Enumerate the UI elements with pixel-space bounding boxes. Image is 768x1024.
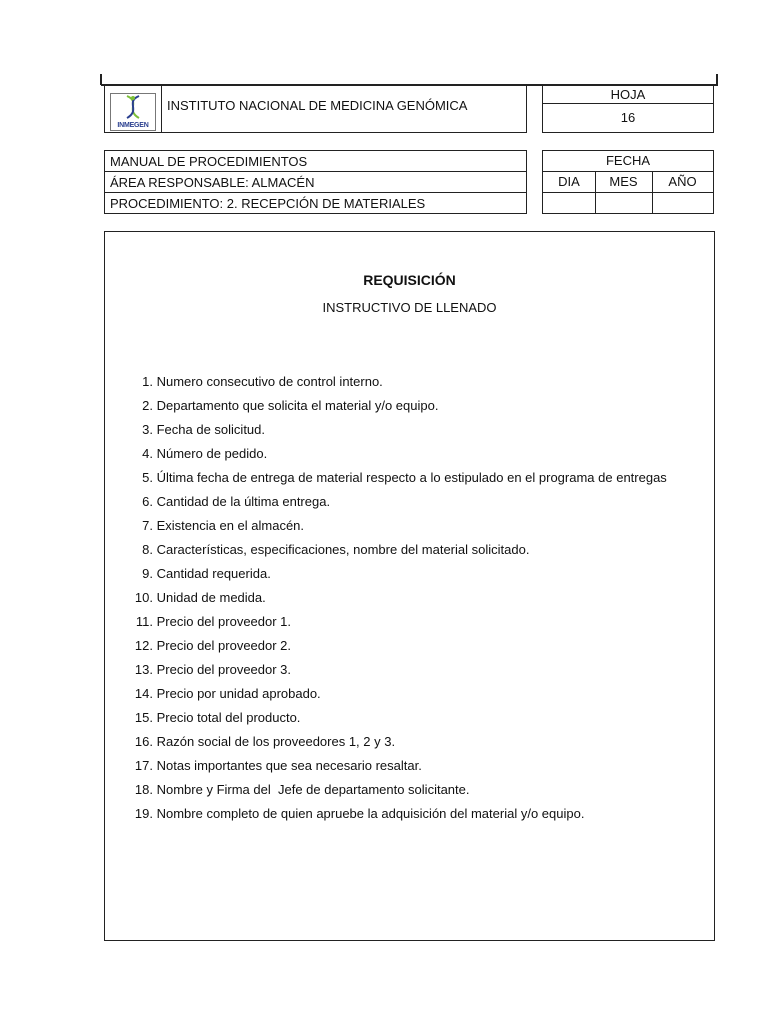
instruction-text: Notas importantes que sea necesario resaltar.	[153, 758, 422, 773]
sheet-number: 16	[620, 110, 636, 125]
instruction-item	[105, 492, 667, 516]
date-day-header: DIA	[543, 171, 596, 193]
instruction-text: Características, especificaciones, nombre del material solicitado.	[153, 542, 530, 557]
instruction-number: 7.	[142, 518, 153, 533]
manual-info-box	[104, 150, 527, 214]
instruction-item	[105, 780, 667, 804]
inmegen-logo	[110, 93, 156, 131]
date-month-header: MES	[595, 171, 653, 193]
instruction-text: Existencia en el almacén.	[153, 518, 305, 533]
instruction-text: Precio del proveedor 2.	[153, 638, 292, 653]
instruction-number: 14.	[134, 686, 153, 701]
date-year-header: AÑO	[652, 171, 713, 193]
instruction-number: 8.	[142, 542, 153, 557]
instruction-number: 17.	[134, 758, 153, 773]
instructions-box	[104, 231, 715, 941]
instruction-number: 6.	[142, 494, 153, 509]
instruction-text: Razón social de los proveedores 1, 2 y 3.	[153, 734, 396, 749]
instruction-text: Cantidad requerida.	[153, 566, 271, 581]
sheet-box	[542, 85, 714, 133]
instruction-item	[105, 756, 667, 780]
manual-title: MANUAL DE PROCEDIMIENTOS	[105, 151, 526, 172]
date-month-value	[595, 192, 653, 213]
responsible-area: ÁREA RESPONSABLE: ALMACÉN	[105, 172, 526, 193]
instruction-text: Precio total del producto.	[153, 710, 301, 725]
instruction-text: Fecha de solicitud.	[153, 422, 266, 437]
instructions-list	[105, 372, 667, 828]
instruction-item	[105, 444, 667, 468]
instruction-text: Departamento que solicita el material y/o equipo.	[153, 398, 439, 413]
instruction-number: 13.	[134, 662, 153, 677]
instruction-number: 16.	[134, 734, 153, 749]
instruction-item	[105, 564, 667, 588]
dna-helix-icon	[111, 94, 155, 120]
document-title: REQUISICIÓN	[363, 272, 456, 288]
instruction-text: Número de pedido.	[153, 446, 268, 461]
instruction-number: 4.	[142, 446, 153, 461]
instruction-item	[105, 420, 667, 444]
instruction-item	[105, 612, 667, 636]
instruction-text: Precio del proveedor 1.	[153, 614, 292, 629]
instruction-text: Última fecha de entrega de material respecto a lo estipulado en el programa de entregas	[153, 470, 667, 485]
instruction-item	[105, 636, 667, 660]
instruction-item	[105, 804, 667, 828]
instruction-number: 3.	[142, 422, 153, 437]
instruction-text: Unidad de medida.	[153, 590, 266, 605]
date-box	[542, 150, 714, 214]
instruction-item	[105, 732, 667, 756]
date-day-value	[543, 192, 596, 213]
instruction-item	[105, 468, 667, 492]
instruction-item	[105, 516, 667, 540]
instruction-text: Cantidad de la última entrega.	[153, 494, 331, 509]
procedure-name: PROCEDIMIENTO: 2. RECEPCIÓN DE MATERIALES	[110, 196, 426, 211]
instruction-number: 15.	[134, 710, 153, 725]
instruction-item	[105, 588, 667, 612]
instruction-number: 19.	[134, 806, 153, 821]
logo-cell	[105, 86, 162, 132]
instruction-number: 12.	[134, 638, 153, 653]
institution-name: INSTITUTO NACIONAL DE MEDICINA GENÓMICA	[167, 98, 468, 113]
logo-text: INMEGEN	[117, 122, 149, 129]
instruction-number: 10.	[134, 590, 153, 605]
instruction-text: Nombre y Firma del Jefe de departamento solicitante.	[153, 782, 470, 797]
top-border-tick-left	[100, 74, 102, 85]
instruction-item	[105, 684, 667, 708]
instruction-number: 9.	[142, 566, 153, 581]
top-border-tick-right	[716, 74, 718, 85]
instruction-text: Precio del proveedor 3.	[153, 662, 292, 677]
instruction-item	[105, 396, 667, 420]
instruction-item	[105, 372, 667, 396]
instruction-number: 5.	[142, 470, 153, 485]
instruction-number: 1.	[142, 374, 153, 389]
instruction-number: 2.	[142, 398, 153, 413]
sheet-label: HOJA	[543, 86, 713, 104]
instruction-item	[105, 660, 667, 684]
date-year-value	[652, 192, 713, 213]
instruction-item	[105, 540, 667, 564]
institution-header	[104, 85, 527, 133]
instruction-item	[105, 708, 667, 732]
instruction-number: 18.	[134, 782, 153, 797]
document-subtitle: INSTRUCTIVO DE LLENADO	[322, 300, 497, 315]
instruction-number: 11.	[135, 614, 153, 629]
instruction-text: Numero consecutivo de control interno.	[153, 374, 383, 389]
date-title: FECHA	[543, 151, 713, 172]
instruction-text: Precio por unidad aprobado.	[153, 686, 321, 701]
instruction-text: Nombre completo de quien apruebe la adquisición del material y/o equipo.	[153, 806, 585, 821]
